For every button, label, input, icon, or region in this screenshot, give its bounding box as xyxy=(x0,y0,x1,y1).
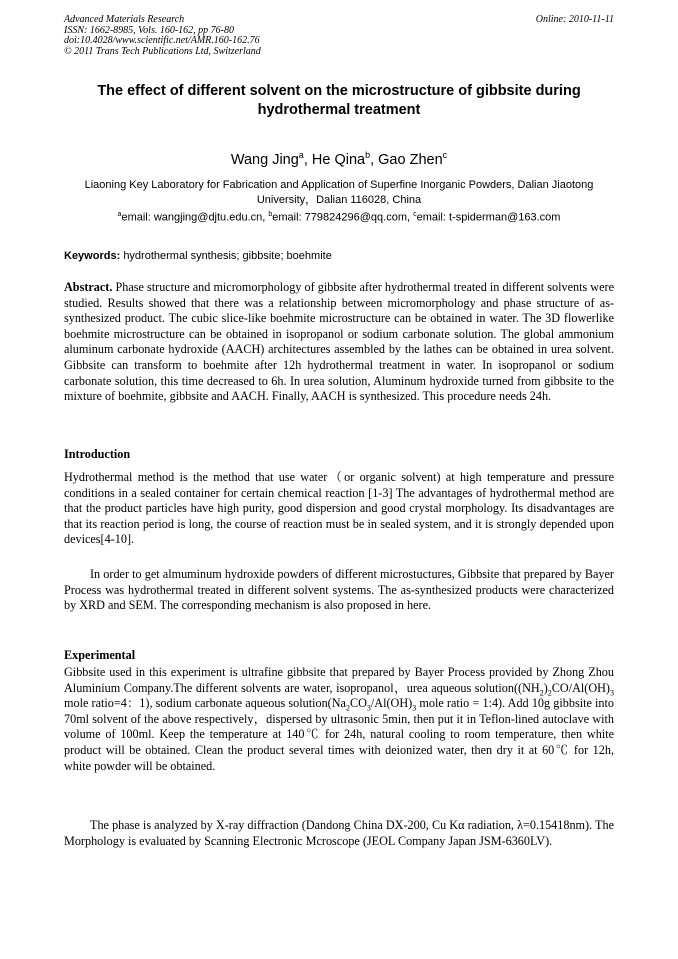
exp-text: mole ratio = 1:4). Add 10g gibbsite into 70ml solvent of the above respectively，dispersed by ultrasonic 5min, then put it in Teflon-lined autoclave with volume of 100ml. Keep the temperature at 140℃ for 24h, natural cooling to room temperature, then white product will be obtained. Clean the product several times with deionized water, then dry it at 60℃ for 12h, white powder will be obtained. xyxy=(64,696,615,773)
exp-text: CO/Al(OH) xyxy=(551,680,610,695)
exp-p2: The phase is analyzed by X-ray diffraction (Dandong China DX-200, Cu Kα radiation, λ=0.15418nm). The Morphology is evaluated by Scanning Electronic Mcroscope (JEOL Company Japan JSM-6360LV). xyxy=(64,818,614,848)
subscript: 3 xyxy=(610,688,614,698)
introduction-paragraph xyxy=(64,470,614,548)
online-date: Online: 2010-11-11 xyxy=(535,14,614,25)
exp-text: ) xyxy=(543,680,548,695)
paper-title: The effect of different solvent on the microstructure of gibbsite during hydrothermal treatment xyxy=(97,83,581,118)
abstract-label: Abstract. xyxy=(64,280,113,294)
exp-p1 xyxy=(64,665,614,774)
author-sup: b xyxy=(365,150,371,160)
abstract-text: Phase structure and micromorphology of gibbsite after hydrothermal treated in different solvents were studied. Results showed that there was a relationship between micromorphology and phase structure of as-synthesized product. The cubic slice-like boehmite microstructure can be obtained in water. The 3D flowerlike boehmite microstructure can be obtained in isopropanol or sodium carbonate solution. The global ammonium aluminum carbonate hydroxide (AACH) architectures assembled by the lathes can be obtained in urea solvent. Gibbsite can transform to boehmite after 12h hydrothermal treatment in water. In isopropanol or sodium carbonate solution, this time decreased to 6h. In urea solution, Aluminum hydroxide turned from gibbsite to the mixture of boehmite, gibbsite and AACH. Finally, AACH is synthesized. This procedure needs 24h. xyxy=(64,280,614,404)
abstract xyxy=(64,280,614,405)
intro-p2: In order to get almuminum hydroxide powders of different microstuctures, Gibbsite that prepared by Bayer Process was hydrothermal treated in different solvent systems. The as-synthesized products were characterized by XRD and SEM. The corresponding mechanism is also proposed in here. xyxy=(64,567,614,613)
subscript: 2 xyxy=(547,688,552,698)
keywords-label: Keywords: xyxy=(64,250,121,262)
author-name: Wang Jing xyxy=(230,151,299,168)
journal-name: Advanced Materials Research xyxy=(64,14,185,25)
exp-text: /Al(OH) xyxy=(370,696,413,711)
exp-text: CO xyxy=(349,696,367,711)
experimental-heading: Experimental xyxy=(64,648,136,662)
email-link[interactable]: email: t-spiderman@163.com xyxy=(416,211,561,224)
experimental-paragraph-2 xyxy=(64,818,614,849)
exp-text: Gibbsite used in this experiment is ultrafine gibbsite that prepared by Bayer Process provided by Zhong Zhou Aluminium Company.The different solvents are water, isopropanol，urea aqueous solution((NH xyxy=(64,665,614,695)
subscript: 3 xyxy=(412,703,417,713)
introduction-heading: Introduction xyxy=(64,447,131,461)
affiliation: Liaoning Key Laboratory for Fabrication and Application of Superfine Inorganic Powders, Dalian Jiaotong University，Dalian 116028, China xyxy=(84,179,594,206)
keywords-text: hydrothermal synthesis; gibbsite; boehmite xyxy=(123,250,332,262)
issn-line: ISSN: 1662-8985, Vols. 160-162, pp 76-80 xyxy=(64,24,234,36)
author-list: Wang Jing$^a$, He Qina$^b$, Gao Zhen$^c$ xyxy=(230,150,448,168)
email-link[interactable]: email: 779824296@qq.com, xyxy=(272,211,414,224)
email-sup: a xyxy=(117,211,122,218)
intro-p1: Hydrothermal method is the method that use water（or organic solvent) at high temperature and pressure conditions in a sealed container for certain chemical reaction [1-3] The advantages of hydrothermal method are that the product particles have high purity, good dispersion and good crystal morphology. Its disadvantages are that its reaction period is long, the course of reaction must be in sealed system, and it is strongly depended upon devices[4-10]. xyxy=(64,470,614,547)
journal-header xyxy=(64,15,614,57)
introduction-paragraph-2 xyxy=(64,567,614,614)
email-list xyxy=(40,211,638,224)
author-sup: a xyxy=(298,150,304,160)
email-sup: c xyxy=(413,211,417,218)
subscript: 2 xyxy=(539,688,544,698)
subscript: 3 xyxy=(366,703,371,713)
keywords xyxy=(64,250,614,262)
email-link[interactable]: email: wangjing@djtu.edu.cn, xyxy=(121,211,269,224)
experimental-paragraph xyxy=(64,665,614,774)
email-sup: b xyxy=(268,211,273,218)
exp-text: mole ratio=4：1), sodium carbonate aqueous solution(Na xyxy=(64,696,346,711)
subscript: 2 xyxy=(345,703,350,713)
doi-line: doi:10.4028/www.scientific.net/AMR.160-162.76 xyxy=(64,35,260,46)
author-name: He Qina xyxy=(311,151,366,168)
copyright-line: © 2011 Trans Tech Publications Ltd, Switzerland xyxy=(64,45,261,57)
author-name: Gao Zhen xyxy=(378,151,443,168)
author-sup: c xyxy=(442,150,448,160)
